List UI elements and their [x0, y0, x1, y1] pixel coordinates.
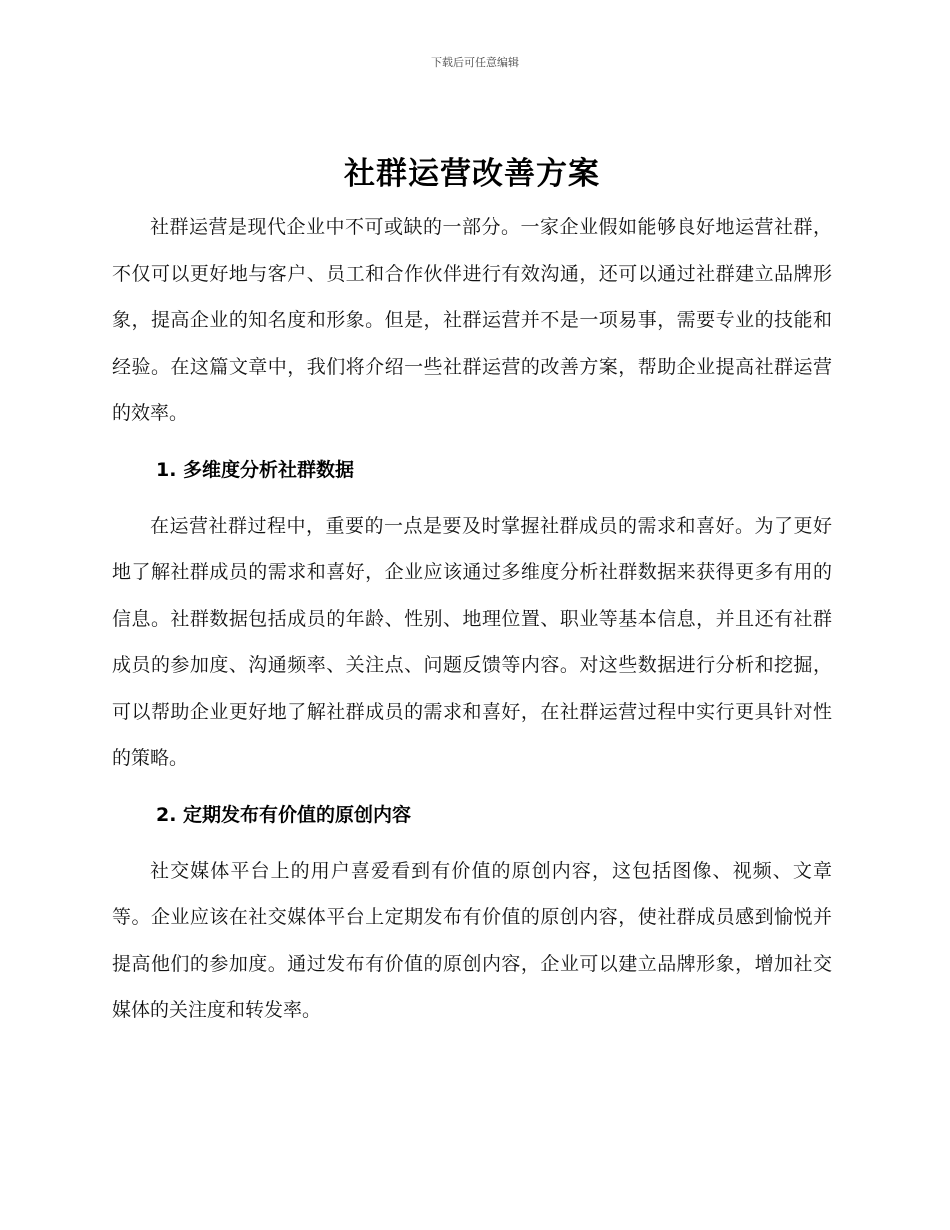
section-body-2: 社交媒体平台上的用户喜爱看到有价值的原创内容，这包括图像、视频、文章等。企业应该在社交媒体平台上定期发布有价值的原创内容，使社群成员感到愉悦并提高他们的参加度。通过发布有价值的原创内容，企业可以建立品牌形象，增加社交媒体的关注度和转发率。 — [112, 859, 832, 1021]
section-body-1: 在运营社群过程中，重要的一点是要及时掌握社群成员的需求和喜好。为了更好地了解社群成员的需求和喜好，企业应该通过多维度分析社群数据来获得更多有用的信息。社群数据包括成员的年龄、性别、地理位置、职业等基本信息，并且还有社群成员的参加度、沟通频率、关注点、问题反馈等内容。对这些数据进行分析和挖掘，可以帮助企业更好地了解社群成员的需求和喜好，在社群运营过程中实行更具针对性的策略。 — [112, 514, 832, 769]
header-note: 下载后可任意编辑 — [431, 56, 519, 69]
document-body — [112, 148, 832, 1034]
document-title: 社群运营改善方案 — [344, 156, 600, 192]
section-heading-1: 1. 多维度分析社群数据 — [156, 458, 355, 481]
intro-paragraph: 社群运营是现代企业中不可或缺的一部分。一家企业假如能够良好地运营社群，不仅可以更好地与客户、员工和合作伙伴进行有效沟通，还可以通过社群建立品牌形象，提高企业的知名度和形象。但是，社群运营并不是一项易事，需要专业的技能和经验。在这篇文章中，我们将介绍一些社群运营的改善方案，帮助企业提高社群运营的效率。 — [112, 216, 832, 424]
section-heading-2: 2. 定期发布有价值的原创内容 — [156, 803, 412, 826]
